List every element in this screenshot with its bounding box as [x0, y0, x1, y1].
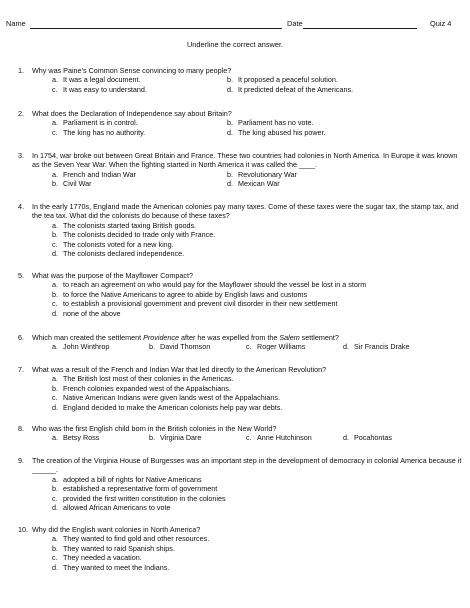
answer-option-b[interactable]: b. The colonists decided to trade only with France.	[52, 230, 216, 240]
answer-option-d[interactable]: d. Mexican War	[227, 179, 280, 189]
answer-option-d[interactable]: d. allowed African Americans to vote	[52, 503, 171, 513]
question-number: 8.	[18, 424, 24, 433]
answer-option-a[interactable]: a. The British lost most of their colonies in the Americas.	[52, 374, 234, 384]
question-1	[18, 66, 464, 94]
answer-option-c[interactable]: c. The colonists voted for a new king.	[52, 239, 174, 249]
answer-option-b[interactable]: b. Virginia Dare	[149, 433, 202, 443]
answer-option-b[interactable]: b. They wanted to raid Spanish ships.	[52, 543, 175, 553]
question-stem: Who was the first English child born in the British colonies in the New World?	[32, 424, 277, 433]
question-number: 5.	[18, 271, 24, 280]
question-stem: What does the Declaration of Independence say about Britain?	[32, 109, 232, 118]
question-stem: In the early 1770s, England made the American colonies pay many taxes. Come of these taxes were the sugar tax, the stamp tax, and the tea tax. What did the colonists do because of these taxes?	[32, 202, 459, 221]
answer-option-d[interactable]: d. It predicted defeat of the Americans.	[227, 84, 354, 94]
question-number: 9.	[18, 456, 24, 465]
answer-option-a[interactable]: a. They wanted to find gold and other resources.	[52, 534, 210, 544]
question-number: 4.	[18, 202, 24, 211]
answer-option-b[interactable]: b. French colonies expanded west of the Appalachians.	[52, 383, 231, 393]
question-7	[18, 365, 464, 412]
question-stem: What was the purpose of the Mayflower Compact?	[32, 271, 193, 280]
answer-option-d[interactable]: d. Pocahontas	[343, 433, 392, 443]
answer-option-a[interactable]: a. The colonists started taxing British goods.	[52, 220, 197, 230]
emphasis-providence: Providence	[143, 333, 180, 342]
question-number: 10.	[18, 525, 28, 534]
question-5	[18, 271, 464, 318]
question-9	[18, 456, 464, 512]
answer-option-a[interactable]: a. to reach an agreement on who would pay for the Mayflower should the vessel be lost in a storm	[52, 280, 367, 290]
answer-option-a[interactable]: a. John Winthrop	[52, 342, 110, 352]
question-number: 3.	[18, 151, 24, 160]
question-stem: In 1754, war broke out between Great Britain and France. These two countries had colonies in North America. In Europe it was known as the Seven Year War. When the fighting started in North America it was called the ____.	[32, 151, 458, 170]
answer-option-c[interactable]: c. Anne Hutchinson	[246, 433, 312, 443]
quiz-number: Quiz 4	[430, 19, 452, 28]
answer-option-b[interactable]: b. It proposed a peaceful solution.	[227, 75, 338, 85]
answer-option-d[interactable]: d. England decided to make the American colonists help pay war debts.	[52, 402, 283, 412]
question-stem: Which man created the settlement Providence after he was expelled from the Salem settlement?	[32, 333, 339, 342]
answer-option-d[interactable]: d. Sir Francis Drake	[343, 342, 410, 352]
question-stem: What was a result of the French and Indian War that led directly to the American Revolution?	[32, 365, 327, 374]
answer-option-b[interactable]: b. David Thomson	[149, 342, 211, 352]
question-number: 1.	[18, 66, 24, 75]
answer-option-b[interactable]: b. Revolutionary War	[227, 169, 297, 179]
question-stem: The creation of the Virginia House of Burgesses was an important step in the development of democracy in colonial America because it ______.	[32, 456, 462, 475]
answer-option-b[interactable]: b. Parliament has no vote.	[227, 118, 314, 128]
answer-option-d[interactable]: d. none of the above	[52, 308, 121, 318]
answer-option-b[interactable]: b. to force the Native Americans to agree to abide by English laws and customs	[52, 289, 308, 299]
answer-option-c[interactable]: c. Native American Indians were given lands west of the Appalachians.	[52, 393, 280, 403]
question-2	[18, 109, 464, 137]
date-field-line[interactable]	[303, 28, 417, 29]
answer-option-a[interactable]: a. Betsy Ross	[52, 433, 100, 443]
question-number: 7.	[18, 365, 24, 374]
answer-option-b[interactable]: b. established a representative form of government	[52, 484, 218, 494]
answer-option-a[interactable]: a. French and Indian War	[52, 169, 136, 179]
question-number: 2.	[18, 109, 24, 118]
emphasis-salem: Salem	[279, 333, 300, 342]
question-stem: Why did the English want colonies in North America?	[32, 525, 201, 534]
answer-option-a[interactable]: a. adopted a bill of rights for Native Americans	[52, 474, 202, 484]
answer-option-c[interactable]: c. Roger Williams	[246, 342, 306, 352]
name-label: Name	[6, 19, 26, 28]
answer-option-d[interactable]: d. The colonists declared independence.	[52, 249, 185, 259]
answer-option-a[interactable]: a. Parliament is in control.	[52, 118, 138, 128]
answer-option-d[interactable]: d. They wanted to meet the Indians.	[52, 562, 170, 572]
question-10	[18, 525, 464, 572]
date-label: Date	[287, 19, 303, 28]
answer-option-c[interactable]: c. They needed a vacation.	[52, 553, 142, 563]
answer-option-c[interactable]: c. to establish a provisional government and prevent civil disorder in their new settlement	[52, 299, 338, 309]
answer-option-a[interactable]: a. It was a legal document.	[52, 75, 141, 85]
answer-option-c[interactable]: c. It was easy to understand.	[52, 84, 147, 94]
question-4	[18, 202, 464, 258]
answer-option-d[interactable]: d. The king abused his power.	[227, 127, 326, 137]
question-stem: Why was Paine’s Common Sense convincing to many people?	[32, 66, 232, 75]
question-number: 6.	[18, 333, 24, 342]
question-3	[18, 151, 464, 189]
instruction-text: Underline the correct answer.	[186, 40, 284, 49]
question-6	[18, 333, 464, 352]
quiz-header	[6, 19, 466, 31]
answer-option-c[interactable]: b. Civil War	[52, 179, 92, 189]
name-field-line[interactable]	[30, 28, 282, 29]
answer-option-c[interactable]: c. The king has no authority.	[52, 127, 146, 137]
question-8	[18, 424, 464, 443]
answer-option-c[interactable]: c. provided the first written constitution in the colonies	[52, 493, 226, 503]
